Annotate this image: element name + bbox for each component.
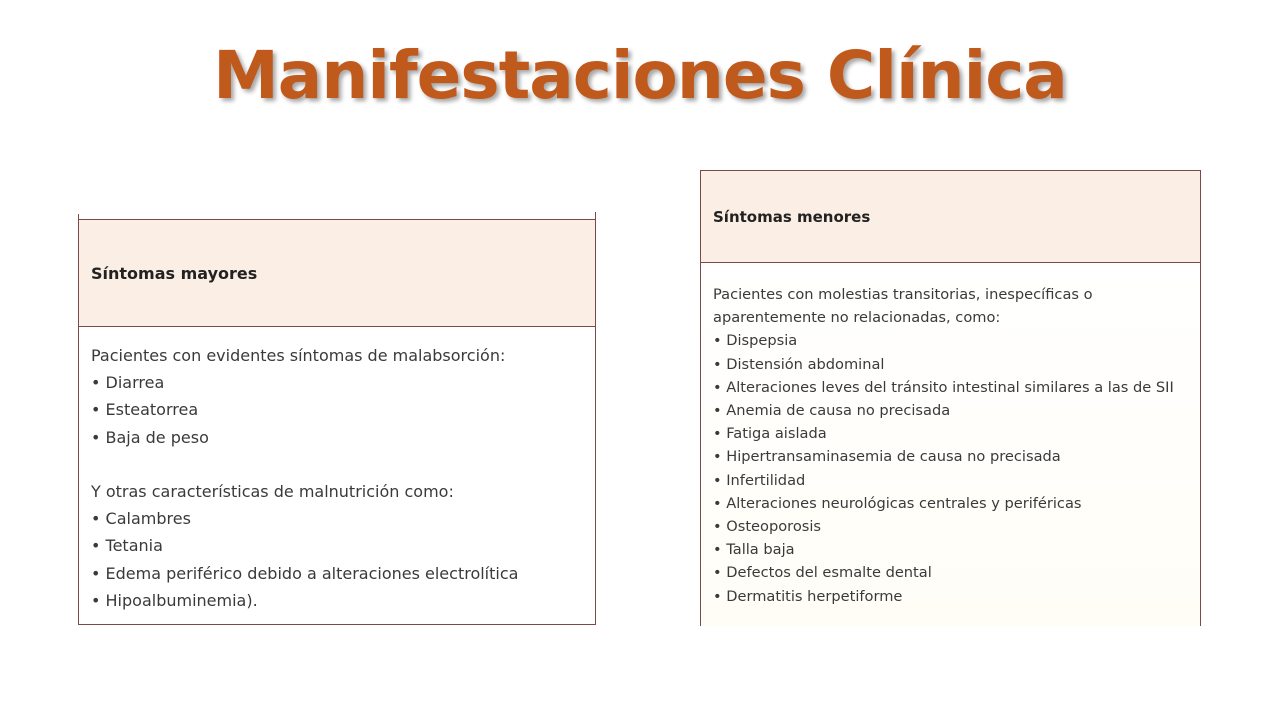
major-symptoms-table bbox=[78, 214, 596, 625]
table-corner-tick bbox=[595, 212, 596, 220]
minor-symptoms-header: Síntomas menores bbox=[701, 170, 1200, 263]
minor-intro-line1: Pacientes con molestias transitorias, inespecíficas o bbox=[713, 286, 1093, 303]
list-item: • Anemia de causa no precisada bbox=[713, 402, 951, 420]
list-item: • Alteraciones neurológicas centrales y periféricas bbox=[713, 494, 1082, 512]
list-item: • Osteoporosis bbox=[713, 518, 822, 536]
spacer bbox=[91, 451, 595, 478]
list-item: • Diarrea bbox=[91, 373, 165, 393]
list-item: • Hipertransaminasemia de causa no precisada bbox=[713, 448, 1061, 466]
minor-intro-line2: aparentemente no relacionadas, como: bbox=[713, 309, 1001, 327]
list-item: • Fatiga aislada bbox=[713, 425, 827, 443]
list-item: • Dispepsia bbox=[713, 332, 798, 350]
list-item: • Edema periférico debido a alteraciones electrolítica bbox=[91, 563, 519, 583]
list-item: • Infertilidad bbox=[713, 471, 806, 489]
list-item: • Alteraciones leves del tránsito intestinal similares a las de SII bbox=[713, 378, 1174, 396]
slide-title: Manifestaciones Clínica bbox=[213, 37, 1067, 114]
list-item: • Dermatitis herpetiforme bbox=[713, 587, 903, 605]
major-intro: Pacientes con evidentes síntomas de malabsorción: bbox=[91, 346, 506, 365]
major-symptoms-body bbox=[79, 327, 595, 614]
list-item: • Distensión abdominal bbox=[713, 355, 885, 373]
major-symptoms-header: Síntomas mayores bbox=[79, 219, 595, 327]
major-intro-secondary: Y otras características de malnutrición como: bbox=[91, 482, 454, 501]
list-item: • Esteatorrea bbox=[91, 400, 199, 420]
list-item: • Talla baja bbox=[713, 541, 795, 559]
minor-symptoms-table bbox=[700, 170, 1201, 626]
list-item: • Calambres bbox=[91, 509, 191, 529]
list-item: • Baja de peso bbox=[91, 427, 209, 447]
list-item: • Hipoalbuminemia). bbox=[91, 590, 258, 610]
minor-symptoms-body bbox=[701, 263, 1200, 626]
list-item: • Tetania bbox=[91, 536, 163, 556]
list-item: • Defectos del esmalte dental bbox=[713, 564, 932, 582]
